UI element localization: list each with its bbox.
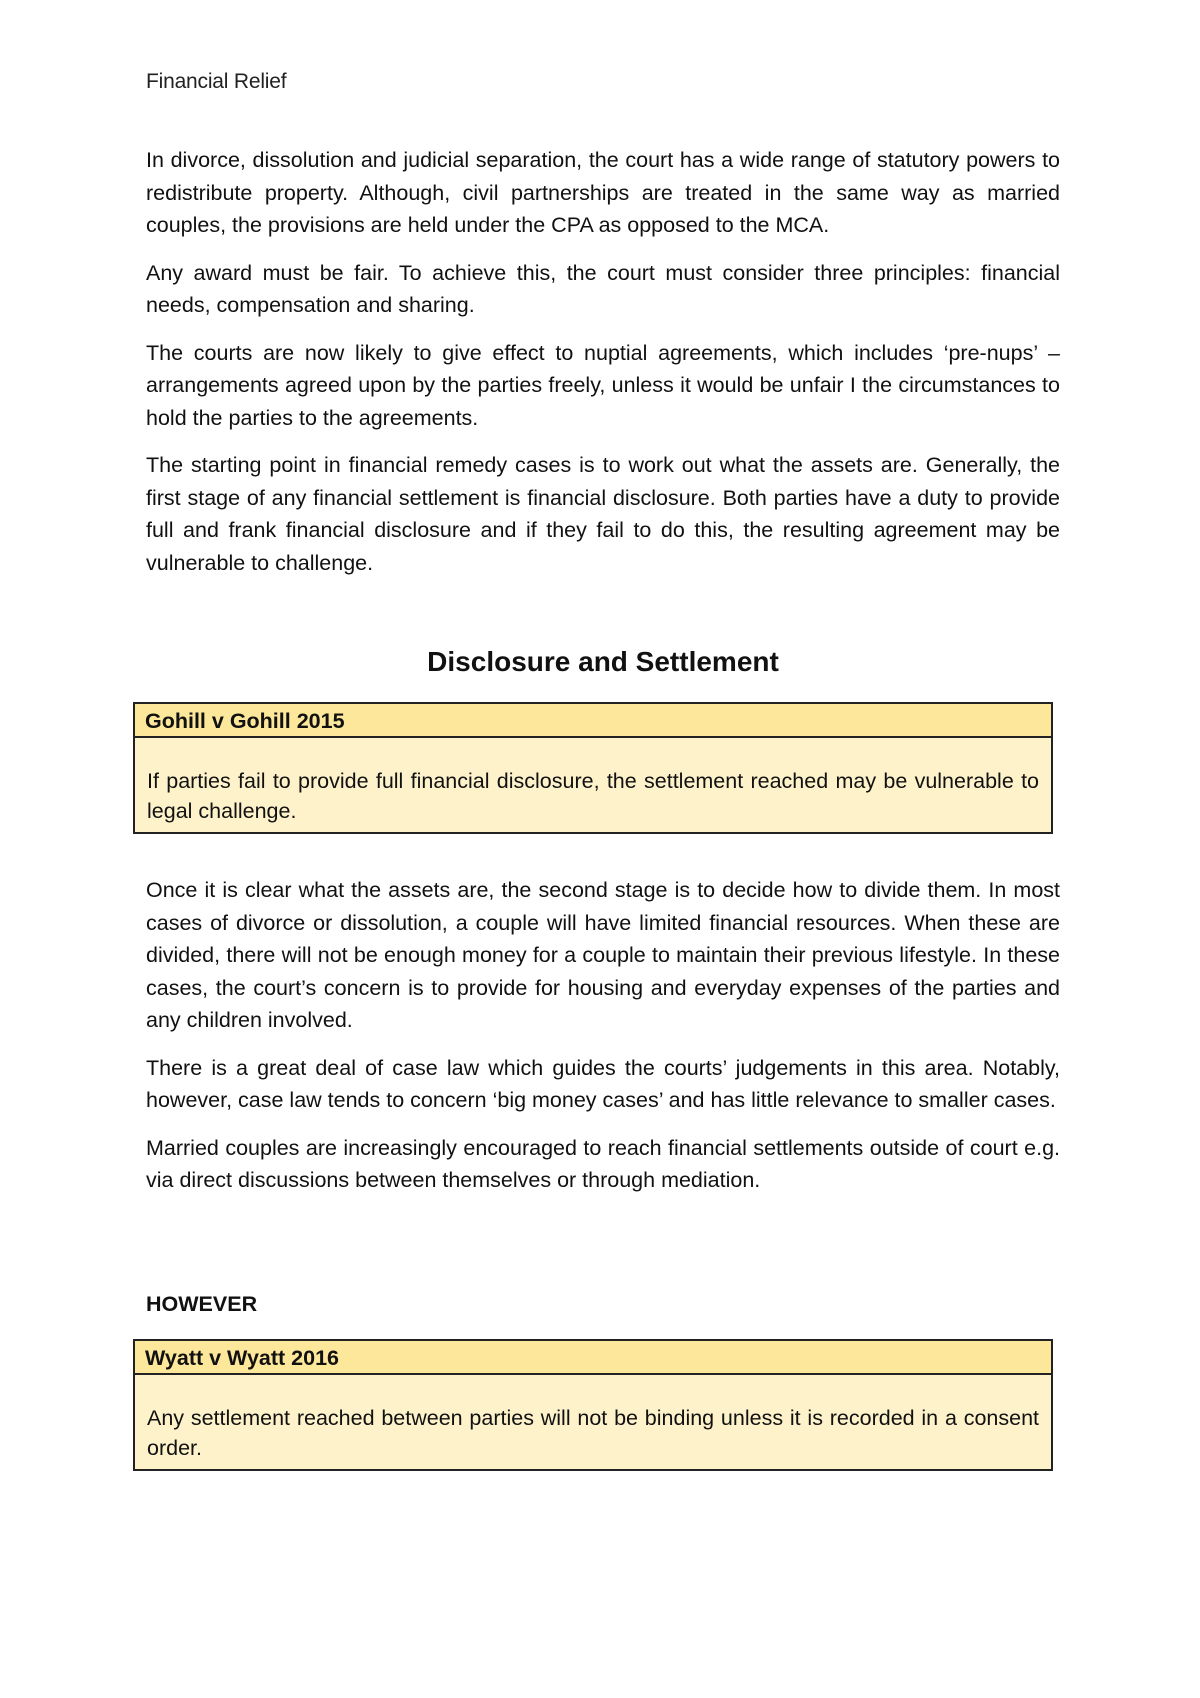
page-header: Financial Relief (146, 70, 287, 93)
body-paragraph-2: There is a great deal of case law which guides the courts’ judgements in this area. Notably, however, case law tends to concern ‘big money cases’ and has little relevance to smaller cases. (146, 1055, 1060, 1112)
intro-section (146, 144, 1060, 594)
intro-paragraph-3: The courts are now likely to give effect to nuptial agreements, which includes ‘pre-nups’ – arrangements agreed upon by the parties freely, unless it would be unfair I the circumstances to hold the parties to the agreements. (146, 340, 1060, 430)
intro-paragraph-4: The starting point in financial remedy cases is to work out what the assets are. Generally, the first stage of any financial settlement is financial disclosure. Both parties have a duty to provide full and frank financial disclosure and if they fail to do this, the resulting agreement may be vulnerable to challenge. (146, 453, 1060, 575)
intro-paragraph-2: Any award must be fair. To achieve this, the court must consider three principles: financial needs, compensation and sharing. (146, 260, 1060, 317)
case-box-gohill (133, 702, 1053, 834)
body-paragraph-3: Married couples are increasingly encouraged to reach financial settlements outside of court e.g. via direct discussions between themselves or through mediation. (146, 1135, 1060, 1192)
case-name: Gohill v Gohill 2015 (135, 704, 1051, 738)
case-name: Wyatt v Wyatt 2016 (135, 1341, 1051, 1375)
section-title: Disclosure and Settlement (427, 646, 779, 677)
case-box-wyatt (133, 1339, 1053, 1471)
body-section (146, 874, 1060, 1212)
body-paragraph-1: Once it is clear what the assets are, the second stage is to decide how to divide them. In most cases of divorce or dissolution, a couple will have limited financial resources. When these are divided, there will not be enough money for a couple to maintain their previous lifestyle. In these cases, the court’s concern is to provide for housing and everyday expenses of the parties and any children involved. (146, 878, 1060, 1032)
intro-paragraph-1: In divorce, dissolution and judicial separation, the court has a wide range of statutory powers to redistribute property. Although, civil partnerships are treated in the same way as married couples, the provisions are held under the CPA as opposed to the MCA. (146, 148, 1060, 237)
case-summary: Any settlement reached between parties will not be binding unless it is recorded in a consent order. (147, 1406, 1039, 1460)
case-summary: If parties fail to provide full financial disclosure, the settlement reached may be vulnerable to legal challenge. (147, 769, 1039, 823)
however-label: HOWEVER (146, 1292, 258, 1316)
